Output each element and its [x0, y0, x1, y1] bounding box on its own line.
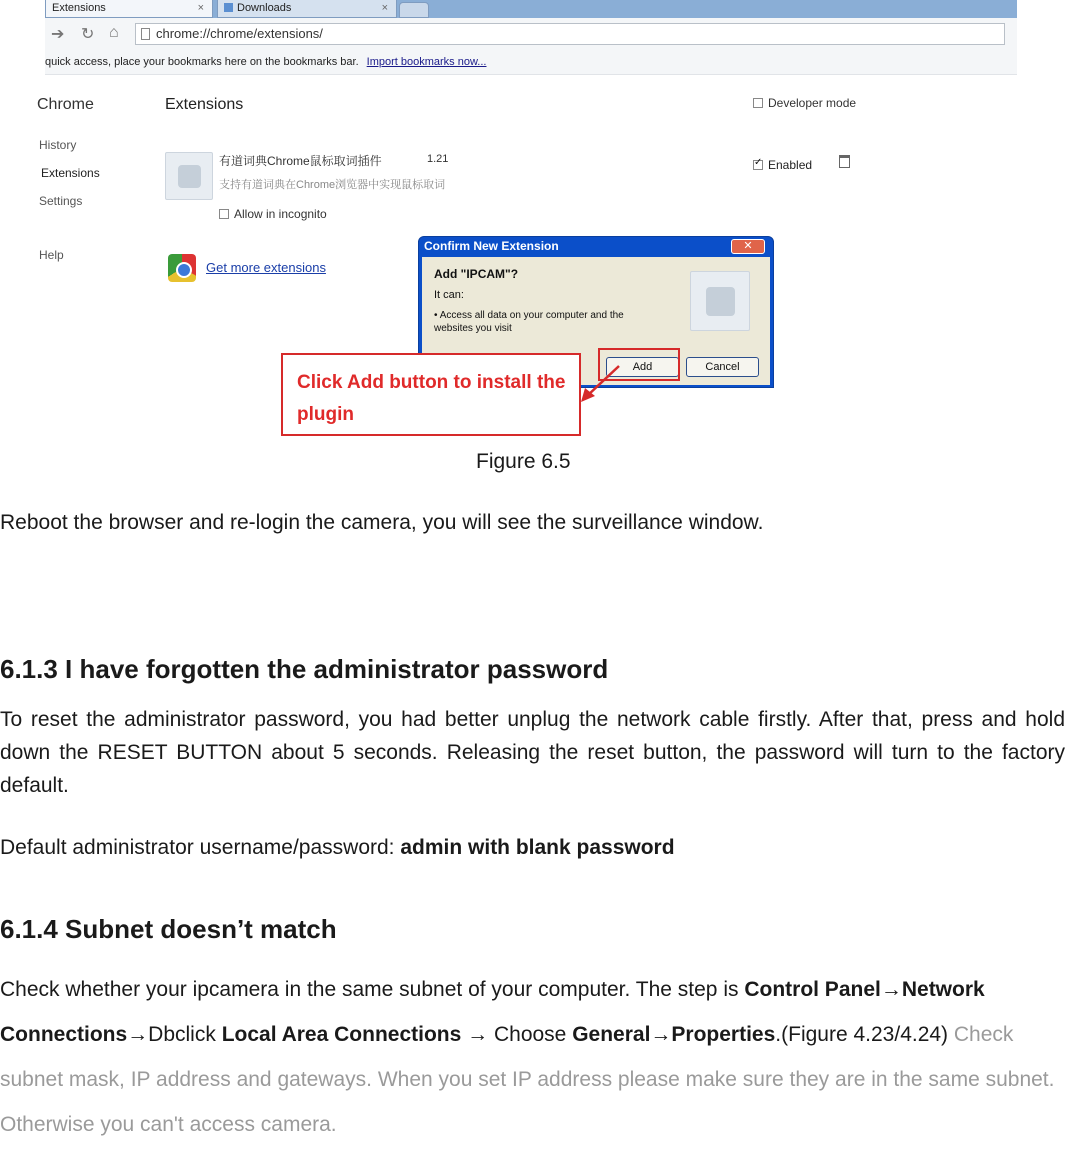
enabled-checkbox[interactable] [753, 158, 812, 172]
bookmarks-bar [45, 52, 1017, 75]
close-icon[interactable]: ✕ [731, 239, 765, 254]
subnet-advice: Check subnet mask, IP address and gateways. When you set IP address please make sure they are in the same subnet. Otherwise you can't access camera. [0, 1023, 1055, 1136]
trash-icon[interactable] [839, 155, 850, 168]
dialog-heading: Add "IPCAM"? [434, 267, 519, 281]
tab-label: Extensions [52, 2, 106, 14]
extension-name: 有道词典Chrome鼠标取词插件 [219, 154, 382, 168]
developer-mode-checkbox[interactable] [753, 96, 856, 110]
add-button[interactable]: Add [606, 357, 679, 377]
dialog-it-can: It can: [434, 289, 464, 301]
arrow-icon: → [650, 1023, 672, 1046]
extension-version: 1.21 [427, 153, 449, 165]
step-control-panel: Control Panel [744, 978, 881, 1001]
tab-downloads[interactable] [217, 0, 397, 18]
new-tab-button[interactable] [399, 2, 429, 18]
get-more-extensions-link[interactable]: Get more extensions [206, 260, 326, 275]
section-heading-6-1-4: 6.1.4 Subnet doesn’t match [0, 914, 337, 944]
step-general: General [572, 1023, 651, 1046]
dialog-permission: • Access all data on your computer and the websites you visit [434, 310, 624, 334]
tab-label: Downloads [237, 2, 292, 14]
sidebar-item-extensions[interactable]: Extensions [41, 166, 100, 180]
default-credentials [0, 836, 675, 860]
figure-caption: Figure 6.5 [476, 450, 571, 473]
arrow-icon: → [127, 1023, 149, 1046]
puzzle-icon [165, 152, 213, 200]
bookmarks-bar-text: quick access, place your bookmarks here on the bookmarks bar. [45, 56, 359, 68]
url-text: chrome://chrome/extensions/ [156, 26, 323, 41]
web-store-icon [168, 254, 196, 282]
callout-arrow [575, 360, 625, 405]
dialog-title: Confirm New Extension [424, 239, 559, 253]
sidebar-item-help[interactable]: Help [39, 248, 64, 262]
default-label: Default administrator username/password: [0, 836, 401, 859]
step-network-connections: Network Connections [0, 978, 985, 1046]
section-heading-6-1-3: 6.1.3 I have forgotten the administrator password [0, 654, 609, 684]
default-value: admin with blank password [400, 836, 675, 859]
checkbox-checked-icon [753, 160, 763, 170]
import-bookmarks-link[interactable]: Import bookmarks now... [366, 56, 487, 68]
page-title: Extensions [165, 96, 244, 113]
callout-box [281, 353, 581, 436]
incognito-checkbox[interactable] [219, 207, 327, 221]
figure-reference: .(Figure 4.23/4.24) [775, 1023, 954, 1046]
forward-icon[interactable]: ➔ [51, 26, 65, 43]
browser-screenshot [37, 0, 1017, 410]
callout-text: Click Add button to install the plugin [297, 372, 566, 425]
tab-extensions[interactable] [45, 0, 213, 18]
enabled-label: Enabled [768, 158, 813, 172]
reload-icon[interactable]: ↻ [81, 26, 95, 43]
sidebar-title: Chrome [37, 96, 94, 113]
puzzle-icon [690, 271, 750, 331]
sidebar-item-history[interactable]: History [39, 138, 77, 152]
sidebar-item-settings[interactable]: Settings [39, 194, 83, 208]
close-icon[interactable]: × [381, 2, 388, 14]
step-properties: Properties [671, 1023, 776, 1046]
step-dbclick: Dbclick [148, 1023, 222, 1046]
download-icon [224, 3, 233, 12]
page-icon [141, 28, 150, 40]
address-bar[interactable] [135, 23, 1005, 45]
arrow-icon: → [880, 978, 902, 1001]
subnet-paragraph [0, 967, 1065, 1147]
extension-description: 支持有道词典在Chrome浏览器中实现鼠标取词 [219, 179, 446, 191]
cancel-button[interactable]: Cancel [686, 357, 759, 377]
step-choose: Choose [488, 1023, 573, 1046]
reboot-paragraph: Reboot the browser and re-login the camera, you will see the surveillance window. [0, 511, 764, 534]
arrow-icon: → [467, 1023, 489, 1046]
reset-paragraph: To reset the administrator password, you had better unplug the network cable firstly. After that, press and hold down the RESET BUTTON about 5 seconds. Releasing the reset button, the password will turn to the factory default. [0, 708, 1065, 797]
close-icon[interactable]: × [197, 2, 204, 14]
checkbox-icon [753, 98, 763, 108]
home-icon[interactable]: ⌂ [109, 24, 119, 41]
step-local-area: Local Area Connections [221, 1023, 462, 1046]
subnet-intro: Check whether your ipcamera in the same subnet of your computer. The step is [0, 978, 745, 1001]
incognito-label: Allow in incognito [234, 207, 327, 221]
checkbox-icon [219, 209, 229, 219]
developer-mode-label: Developer mode [768, 96, 857, 110]
tab-bar [45, 0, 1017, 18]
